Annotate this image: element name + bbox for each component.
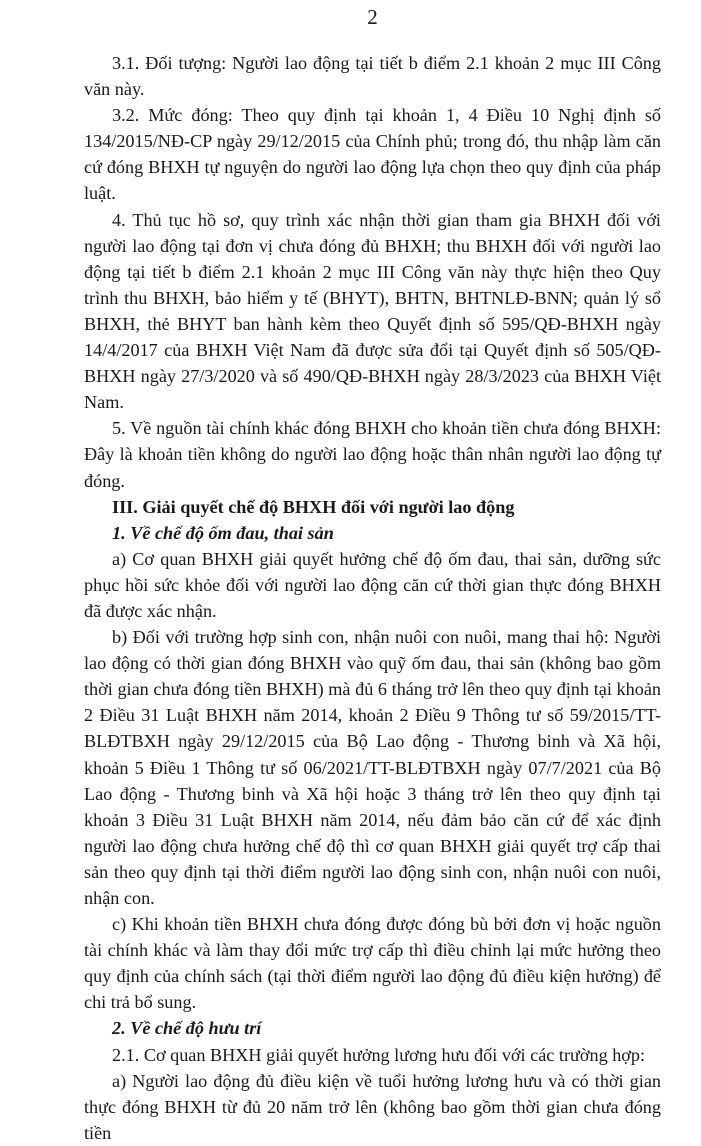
paragraph-3-1: 3.1. Đối tượng: Người lao động tại tiết b điểm 2.1 khoản 2 mục III Công văn này.	[84, 53, 661, 100]
paragraph-1a: a) Cơ quan BHXH giải quyết hưởng chế độ ốm đau, thai sản, dưỡng sức phục hồi sức khỏe đối với người lao động căn cứ thời gian thực đóng BHXH đã được xác nhận.	[84, 548, 661, 621]
paragraph-1b: b) Đối với trường hợp sinh con, nhận nuôi con nuôi, mang thai hộ: Người lao động có thời gian đóng BHXH vào quỹ ốm đau, thai sản (không bao gồm thời gian chưa đóng tiền BHXH) mà đủ 6 tháng trở lên theo quy định tại khoản 2 Điều 31 Luật BHXH năm 2014, khoản 2 Điều 9 Thông tư số 59/2015/TT-BLĐTBXH ngày 29/12/2015 của Bộ Lao động - Thương binh và Xã hội, khoản 5 Điều 1 Thông tư số 06/2021/TT-BLĐTBXH ngày 07/7/2021 của Bộ Lao động - Thương binh và Xã hội hoặc 3 tháng trở lên theo quy định tại khoản 3 Điều 31 Luật BHXH năm 2014, nếu đảm bảo căn cứ để xác định người lao động chưa hưởng chế độ thì cơ quan BHXH giải quyết trợ cấp thai sản theo quy định tại thời điểm người lao động sinh con, nhận nuôi con nuôi, nhận con.	[84, 627, 661, 908]
paragraph-5: 5. Về nguồn tài chính khác đóng BHXH cho khoản tiền chưa đóng BHXH: Đây là khoản tiền không do người lao động hoặc thân nhân người lao động tự đóng.	[84, 418, 661, 491]
page-number: 2	[367, 5, 378, 29]
subheading-2-retirement: 2. Về chế độ hưu trí	[112, 1018, 262, 1039]
paragraph-4: 4. Thủ tục hồ sơ, quy trình xác nhận thời gian tham gia BHXH đối với người lao động tại đơn vị chưa đóng đủ BHXH; thu BHXH đối với người lao động tại tiết b điểm 2.1 khoản 2 mục III Công văn này thực hiện theo Quy trình thu BHXH, bảo hiểm y tế (BHYT), BHTN, BHTNLĐ-BNN; quản lý sổ BHXH, thẻ BHYT ban hành kèm theo Quyết định số 595/QĐ-BHXH ngày 14/4/2017 của BHXH Việt Nam đã được sửa đổi tại Quyết định số 505/QĐ-BHXH ngày 27/3/2020 và số 490/QĐ-BHXH ngày 28/3/2023 của BHXH Việt Nam.	[84, 209, 661, 413]
paragraph-2-1: 2.1. Cơ quan BHXH giải quyết hưởng lương hưu đối với các trường hợp:	[112, 1044, 646, 1065]
paragraph-2-1a: a) Người lao động đủ điều kiện về tuổi hưởng lương hưu và có thời gian thực đóng BHXH từ đủ 20 năm trở lên (không bao gồm thời gian chưa đóng tiền	[84, 1070, 661, 1143]
section-heading-iii: III. Giải quyết chế độ BHXH đối với người lao động	[112, 496, 515, 517]
paragraph-1c: c) Khi khoản tiền BHXH chưa đóng được đóng bù bởi đơn vị hoặc nguồn tài chính khác và làm thay đổi mức trợ cấp thì điều chỉnh lại mức hưởng theo quy định của chính sách (tại thời điểm người lao động đủ điều kiện hưởng) để chi trả bổ sung.	[84, 914, 661, 1013]
subheading-1-sickness-maternity: 1. Về chế độ ốm đau, thai sản	[112, 522, 334, 543]
paragraph-3-2: 3.2. Mức đóng: Theo quy định tại khoản 1, 4 Điều 10 Nghị định số 134/2015/NĐ-CP ngày 29/12/2015 của Chính phủ; trong đó, thu nhập làm căn cứ đóng BHXH tự nguyện do người lao động lựa chọn theo quy định của pháp luật.	[84, 105, 661, 204]
